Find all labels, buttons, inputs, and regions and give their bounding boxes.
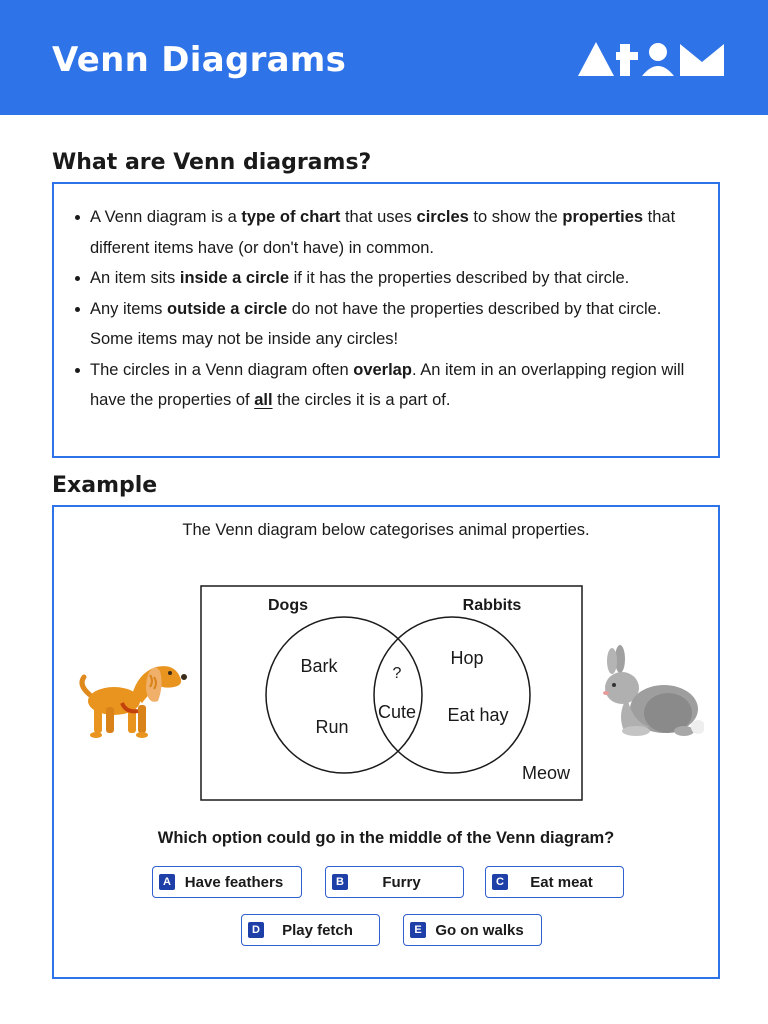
option-label: Have feathers [184,873,284,891]
bullet-text: do not have the properties described by that circle. Some items may not be inside any circles! [90,299,662,348]
bold-term: type of chart [241,208,341,226]
bullet-text: An item sits [90,269,180,287]
definition-bullet [90,355,698,416]
option-c-button[interactable] [485,866,624,898]
venn-item: Cute [377,702,417,722]
bold-term: circles [416,208,469,226]
bullet-text: Any items [90,299,168,318]
bold-term: properties [562,208,644,226]
option-letter-badge: B [332,874,348,890]
option-a-button[interactable] [152,866,302,898]
option-label: Go on walks [435,921,524,939]
bullet-text: to show the [468,208,563,226]
venn-item: Hop [450,648,484,668]
venn-item-unknown: ? [392,665,402,682]
venn-item: Bark [300,656,338,676]
atom-logo-icon [576,40,726,78]
example-box [52,505,720,979]
venn-item-outside: Meow [521,763,571,783]
bullet-text: The circles in a Venn diagram often [90,360,354,379]
definition-bullet [90,263,698,294]
venn-item: Eat hay [447,705,509,725]
bullet-text: if it has the properties described by that circle. [289,269,630,287]
option-d-button[interactable] [241,914,380,946]
option-letter-badge: A [159,874,175,890]
definition-list [54,184,718,416]
bold-term: overlap [353,360,412,379]
venn-circle-dogs [266,617,422,773]
bullet-text: that different items have (or don't have) in common. [90,208,676,257]
venn-diagram [200,585,584,803]
option-e-button[interactable] [403,914,542,946]
venn-label-dogs: Dogs [268,597,308,614]
venn-circle-rabbits [374,617,530,773]
bullet-text: . An item in an overlapping region will have the properties of [90,360,685,409]
bullet-text: the circles it is a part of. [272,391,451,409]
bold-term: inside a circle [179,269,290,287]
bold-term: all [254,391,273,409]
header-bar [0,0,768,115]
bold-term: outside a circle [167,299,288,318]
bullet-text: that uses [340,208,417,226]
dog-icon [76,655,188,741]
definition-box [52,182,720,458]
example-intro: The Venn diagram below categorises animal properties. [182,521,590,539]
option-label: Eat meat [530,873,593,891]
option-label: Furry [382,873,421,891]
option-letter-badge: D [248,922,264,938]
option-label: Play fetch [282,921,353,939]
example-heading: Example [52,473,158,498]
venn-label-rabbits: Rabbits [462,597,522,614]
rabbit-icon [594,643,704,743]
page-title: Venn Diagrams [52,40,347,80]
definition-bullet [90,202,698,263]
definition-heading: What are Venn diagrams? [52,150,372,175]
venn-item: Run [315,717,349,737]
option-letter-badge: E [410,922,426,938]
definition-bullet [90,294,698,355]
question-text: Which option could go in the middle of the Venn diagram? [157,829,615,847]
bullet-text: A Venn diagram is a [90,208,242,226]
option-b-button[interactable] [325,866,464,898]
option-letter-badge: C [492,874,508,890]
